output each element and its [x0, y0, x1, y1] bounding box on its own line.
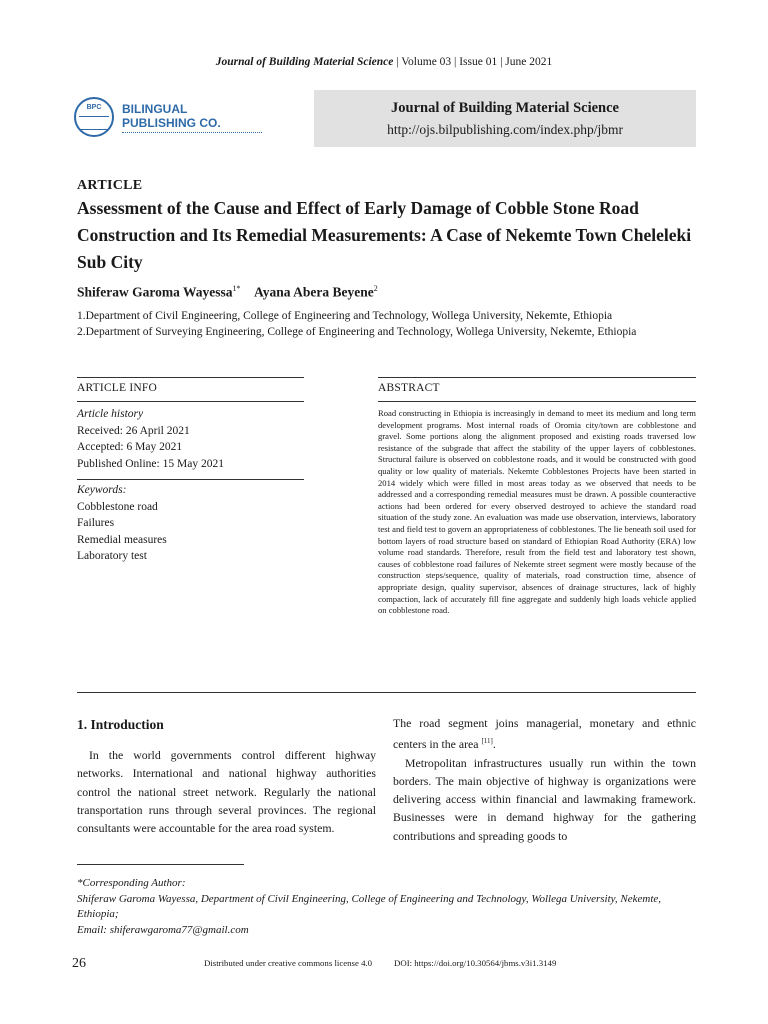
article-type-label: ARTICLE: [77, 178, 143, 193]
logo-divider: [122, 132, 262, 135]
author-1-sup: 1*: [232, 284, 241, 293]
license-text: Distributed under creative commons license 4.0: [204, 958, 373, 968]
page-number: 26: [72, 956, 86, 971]
keyword-item: Laboratory test: [77, 550, 147, 562]
intro-paragraph-left: In the world governments control different highway networks. International and national highway authorities control the national street network. Regularly the national transportation runs through several provinces. The regional consultants were accountable for the area road system.: [77, 748, 376, 836]
intro-right-1-text: The road segment joins managerial, monetary and ethnic centers in the area: [393, 716, 696, 752]
running-head-journal: Journal of Building Material Science: [215, 56, 394, 68]
article-history: [77, 406, 304, 472]
keywords-block: [77, 482, 304, 565]
intro-right-1-end: .: [492, 737, 496, 752]
article-history-label: Article history: [77, 408, 144, 420]
article-info-heading: ARTICLE INFO: [77, 382, 157, 394]
running-head: [0, 56, 768, 68]
author-1: Shiferaw Garoma Wayessa: [77, 284, 233, 300]
abstract-top-rule: [378, 377, 696, 378]
affiliations: [77, 308, 697, 340]
footnote-email[interactable]: Email: shiferawgaroma77@gmail.com: [77, 923, 249, 936]
section-heading-introduction: 1. Introduction: [77, 717, 164, 732]
affiliation-2: 2.Department of Surveying Engineering, College of Engineering and Technology, Wollega University, Nekemte, Ethiopia: [77, 326, 637, 338]
publisher-name-line2: PUBLISHING CO.: [122, 116, 221, 130]
keyword-item: Cobblestone road: [77, 500, 158, 513]
logo-badge: BPC: [86, 104, 102, 111]
published-date: Published Online: 15 May 2021: [77, 457, 224, 470]
info-header-rule: [77, 401, 304, 402]
publisher-name: [122, 102, 221, 130]
author-2: Ayana Abera Beyene: [254, 284, 374, 300]
intro-right-column: [393, 714, 696, 845]
running-head-details: | Volume 03 | Issue 01 | June 2021: [393, 56, 553, 68]
banner-journal-title: Journal of Building Material Science: [391, 100, 619, 116]
footnote-label: *Corresponding Author:: [77, 877, 186, 889]
citation-ref[interactable]: [11]: [481, 737, 493, 746]
publisher-seal-icon: [74, 97, 114, 137]
publisher-logo: [68, 90, 314, 147]
journal-url-link[interactable]: http://ojs.bilpublishing.com/index.php/jbmr: [387, 122, 623, 137]
abstract-text: Road constructing in Ethiopia is increasingly in demand to meet its medium and long term development programs. Most internal roads of Oromia city/town are cobblestone and gravel. Some portions along the alignment proposed and existing roads traversed low resistance of the subgrade that affect the stability of the upper layers of cobblestones. Structural failure is observed on cobblestone roads, and it would be constructed with good quality or low quality of materials. Nekemte Cobblestones Projects have been started in 2014 widely which were filled in most areas today as we observed that needs to be addressed and a corresponding remedial measures must be drawn. A possible counteractive actions had been ordered for every observed destroyed to achieve the standard road situation of the study zone. An evaluation was made use observation, interviews, laboratory test and field test to govern an appropriateness of cobblestones. The lie beneath soil used for bottom layers of road structure based on standard of Ethiopian Road Authority (ERA) low volume road standards. Therefore, result from the field test and laboratory test shown, causes of cobblestone road failures of Nekemte street segment were mostly because of the construction steps/sequence, quality of materials, road construction time, absence of appropriate design, quality supervisor, absences of drainage structures, lack of highly compaction, lack of accurately fill fine aggregate and suddenly high loads vehicle applied on cobblestone road.: [378, 408, 696, 616]
abstract-header-rule: [378, 401, 696, 402]
author-2-sup: 2: [373, 284, 378, 293]
affiliation-1: 1.Department of Civil Engineering, College of Engineering and Technology, Wollega University, Nekemte, Ethiopia: [77, 310, 613, 322]
received-date: Received: 26 April 2021: [77, 424, 190, 437]
intro-paragraph-right-2: Metropolitan infrastructures usually run within the town borders. The main objective of highway is organizations were delivering access within financial and lawmaking framework. Businesses were in demand highway for the gathering contributions and spreading goods to: [393, 755, 696, 843]
intro-paragraph-right-1: [393, 714, 696, 754]
info-top-rule: [77, 377, 304, 378]
keyword-item: Remedial measures: [77, 533, 167, 546]
info-mid-rule: [77, 479, 304, 480]
publisher-name-line1: BILINGUAL: [122, 102, 188, 116]
journal-banner: [68, 90, 696, 147]
author-list: [77, 284, 378, 301]
keyword-item: Failures: [77, 517, 115, 529]
footnote-rule: [77, 864, 244, 865]
corresponding-author-footnote: [77, 876, 699, 938]
doi-link[interactable]: DOI: https://doi.org/10.30564/jbms.v3i1.3149: [394, 958, 557, 968]
abstract-heading: ABSTRACT: [378, 382, 440, 394]
abstract-bottom-rule: [77, 692, 696, 693]
article-title: Assessment of the Cause and Effect of Early Damage of Cobble Stone Road Construction and Its Remedial Measurements: A Case of Nekemte Town Cheleleki Sub City: [77, 198, 692, 272]
banner-journal-box: [314, 90, 696, 147]
accepted-date: Accepted: 6 May 2021: [77, 441, 183, 453]
footnote-author: Shiferaw Garoma Wayessa, Department of Civil Engineering, College of Engineering and Technology, Wollega University, Nekemte, Ethiopia;: [77, 892, 662, 920]
keywords-label: Keywords:: [77, 484, 127, 496]
